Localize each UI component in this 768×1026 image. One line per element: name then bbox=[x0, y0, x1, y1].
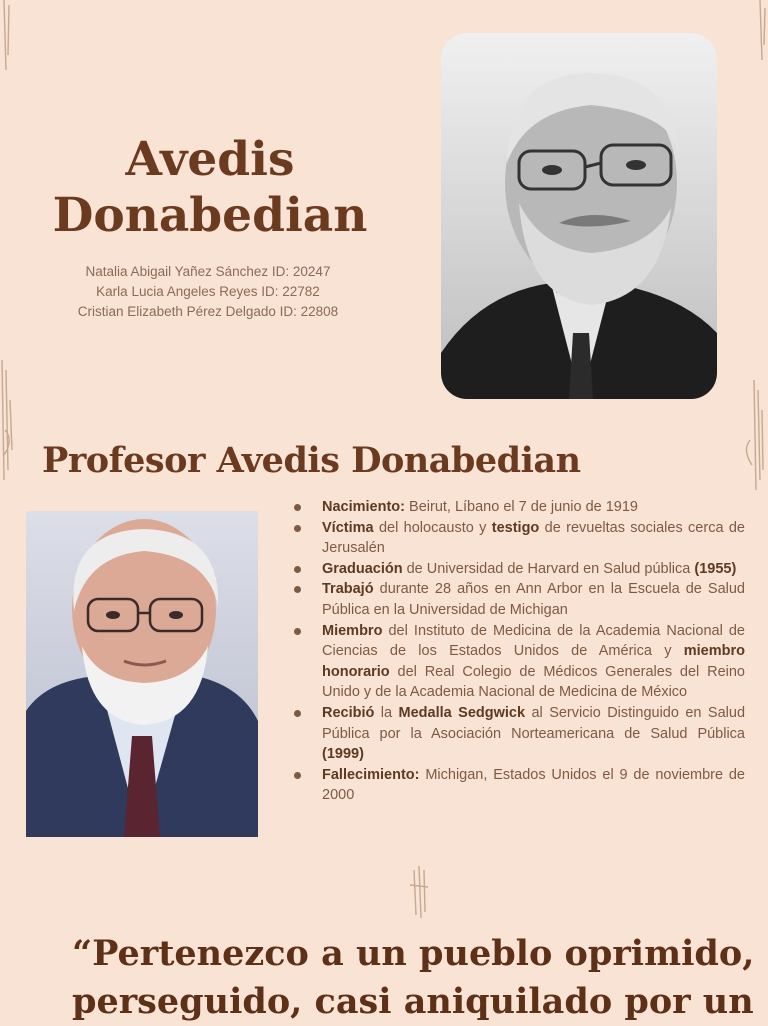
fact-text: del Instituto de Medicina de la Academia Nacional de Ciencias de los Estados Unidos de América y bbox=[322, 622, 745, 660]
list-item bbox=[293, 621, 745, 703]
fact-key: Graduación bbox=[322, 560, 403, 577]
page-title bbox=[30, 132, 390, 244]
author-list bbox=[30, 262, 386, 322]
fact-text: durante 28 años en Ann Arbor en la Escuela de Salud Pública en la Universidad de Michigan bbox=[322, 581, 745, 618]
portrait-photo-color bbox=[26, 511, 258, 837]
quote-line-1: “Pertenezco a un pueblo oprimido, bbox=[72, 933, 755, 974]
biography-facts-list bbox=[293, 497, 745, 806]
fact-key: testigo bbox=[491, 519, 540, 536]
fact-key: Recibió bbox=[322, 704, 375, 721]
list-item bbox=[293, 518, 745, 559]
fact-text: del holocausto y bbox=[373, 519, 492, 536]
list-item bbox=[293, 497, 745, 518]
list-item bbox=[293, 765, 745, 806]
fact-key: (1955) bbox=[694, 560, 737, 577]
title-line-2: Donabedian bbox=[52, 188, 368, 243]
portrait-photo-grayscale bbox=[441, 33, 717, 399]
fact-text: Beirut, Líbano el 7 de junio de 1919 bbox=[405, 499, 638, 515]
fact-text: de Universidad de Harvard en Salud pública bbox=[402, 560, 695, 577]
quote-block bbox=[72, 930, 755, 1026]
quote-line-2: perseguido, casi aniquilado por un bbox=[72, 981, 754, 1022]
fact-key: Fallecimiento: bbox=[322, 766, 420, 783]
fact-text: de revueltas sociales cerca de Jerusalén bbox=[322, 519, 745, 557]
author-3: Cristian Elizabeth Pérez Delgado ID: 22808 bbox=[77, 304, 339, 319]
author-1: Natalia Abigail Yañez Sánchez ID: 20247 bbox=[85, 264, 331, 279]
fact-key: miembro honorario bbox=[322, 643, 745, 680]
fact-text: al Servicio Distinguido en Salud Pública por la Asociación Norteamericana de Salud Pública bbox=[322, 704, 746, 742]
fact-text: la bbox=[374, 704, 399, 721]
fact-key: Víctima bbox=[322, 519, 374, 536]
fact-text: del Real Colegio de Médicos Generales del Reino Unido y de la Academia Nacional de Medicina de México bbox=[322, 663, 745, 701]
section-heading: Profesor Avedis Donabedian bbox=[42, 440, 581, 481]
fact-key: (1999) bbox=[322, 746, 364, 763]
fact-text: Michigan, Estados Unidos el 9 de noviembre de 2000 bbox=[322, 766, 745, 804]
title-line-1: Avedis bbox=[125, 132, 295, 187]
list-item bbox=[293, 703, 745, 765]
fact-key: Miembro bbox=[322, 622, 383, 639]
list-item bbox=[293, 559, 745, 580]
fact-key: Nacimiento: bbox=[322, 499, 405, 515]
list-item bbox=[293, 579, 745, 620]
fact-key: Medalla Sedgwick bbox=[398, 704, 526, 721]
fact-key: Trabajó bbox=[322, 581, 374, 598]
author-2: Karla Lucia Angeles Reyes ID: 22782 bbox=[96, 284, 320, 299]
